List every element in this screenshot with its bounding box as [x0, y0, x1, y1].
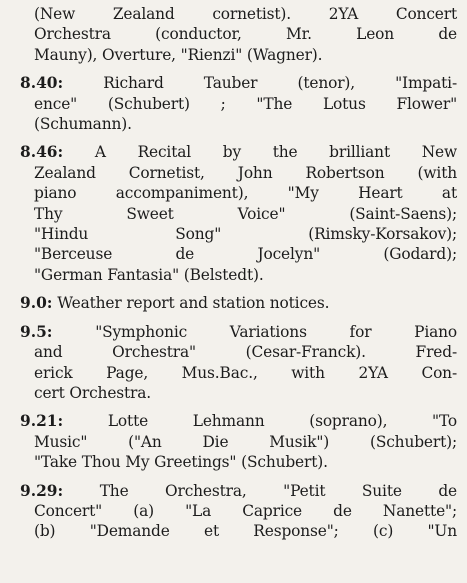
entry-text-line: (New Zealand cornetist). 2YA Concert — [34, 5, 457, 23]
programme-entry — [20, 481, 457, 542]
entry-text-line: Lotte Lehmann (soprano), "To — [107, 412, 457, 431]
entry-text-line: erick Page, Mus.Bac., with 2YA Con- — [34, 363, 457, 382]
entry-text-line: A Recital by the brilliant New — [94, 143, 457, 162]
entry-first-line — [20, 293, 457, 313]
entry-text-line: piano accompaniment), "My Heart at — [34, 184, 457, 203]
entry-first-line — [20, 73, 457, 93]
entry-text-line: "Take Thou My Greetings" (Schubert). — [34, 453, 328, 472]
entry-time: 9.21: — [20, 412, 64, 431]
entry-text-line: Concert" (a) "La Caprice de Nanette"; — [34, 501, 457, 520]
programme-entry — [20, 73, 457, 134]
programme-entry — [20, 142, 457, 285]
entry-first-line — [20, 411, 457, 431]
entry-text-line: (b) "Demande et Response"; (c) "Un — [34, 522, 457, 541]
entry-first-line — [20, 322, 457, 342]
entry-text-line: and Orchestra" (Cesar-Franck). Fred- — [34, 343, 457, 362]
programme-entry — [20, 293, 457, 313]
entry-text-line: Weather report and station notices. — [57, 294, 330, 313]
entry-first-line — [20, 481, 457, 501]
entry-time: 9.5: — [20, 322, 53, 341]
entry-text-line: Music" ("An Die Musik") (Schubert); — [34, 432, 457, 451]
entry-time: 8.40: — [20, 74, 64, 93]
entry-text-line: (Schumann). — [34, 115, 132, 134]
entry-text-line: Mauny), Overture, "Rienzi" (Wagner). — [34, 45, 323, 64]
entry-text-line: The Orchestra, "Petit Suite de — [99, 481, 457, 500]
entry-time: 8.46: — [20, 143, 64, 162]
entry-text-line: "Berceuse de Jocelyn" (Godard); — [34, 245, 457, 264]
entry-text-line: Richard Tauber (tenor), "Impati- — [103, 74, 457, 93]
entry-text-line: ence" (Schubert) ; "The Lotus Flower" — [34, 94, 457, 113]
entry-text-line: Zealand Cornetist, John Robertson (with — [34, 163, 457, 182]
entry-text-line: cert Orchestra. — [34, 383, 152, 402]
programme-entry — [20, 322, 457, 404]
entry-text-line: "Symphonic Variations for Piano — [95, 322, 457, 341]
entry-text-line: "Hindu Song" (Rimsky-Korsakov); — [34, 225, 457, 244]
entry-time: 9.0: — [20, 294, 53, 313]
entry-text-line: Orchestra (conductor, Mr. Leon de — [34, 25, 457, 44]
entry-text-line: Thy Sweet Voice" (Saint-Saens); — [34, 204, 457, 223]
programme-entry — [20, 411, 457, 472]
entry-time: 9.29: — [20, 481, 64, 500]
entry-text-line: "German Fantasia" (Belstedt). — [34, 265, 264, 284]
entry-first-line — [20, 142, 457, 162]
programme-entry — [20, 4, 457, 65]
